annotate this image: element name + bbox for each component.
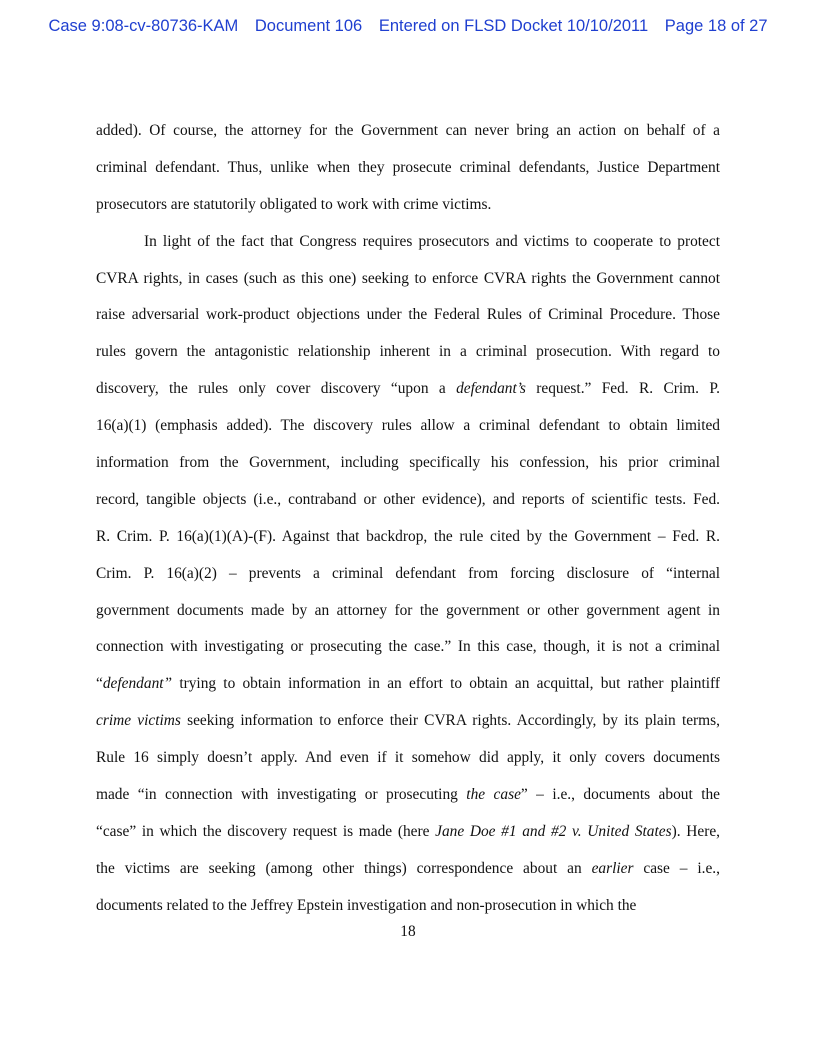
text-line bbox=[96, 297, 720, 334]
text-run: trying to obtain information in an effort to obtain an acquittal, but rather plaintiff bbox=[172, 675, 720, 693]
text-line bbox=[96, 519, 720, 556]
text-run: information from the Government, including specifically his confession, his prior criminal bbox=[96, 454, 720, 472]
text-line bbox=[96, 777, 720, 814]
text-run: seeking information to enforce their CVRA rights. Accordingly, by its plain terms, bbox=[180, 712, 720, 730]
text-line bbox=[96, 371, 720, 408]
italic-text: crime victims bbox=[96, 712, 181, 730]
docket-header-stamp bbox=[0, 17, 816, 36]
text-run: request.” Fed. R. Crim. P. bbox=[525, 380, 721, 398]
text-line bbox=[96, 261, 720, 298]
italic-text: the case bbox=[466, 786, 521, 804]
text-line bbox=[96, 334, 720, 371]
text-line bbox=[96, 851, 720, 888]
text-line bbox=[96, 740, 720, 777]
page-number: 18 bbox=[400, 923, 416, 940]
text-run: Crim. P. 16(a)(2) – prevents a criminal defendant from forcing disclosure of “internal bbox=[96, 564, 720, 582]
text-line bbox=[96, 593, 720, 630]
text-line bbox=[96, 224, 720, 261]
body-text bbox=[96, 113, 720, 925]
text-run: criminal defendant. Thus, unlike when they prosecute criminal defendants, Justice Department bbox=[96, 158, 720, 176]
text-line bbox=[96, 703, 720, 740]
text-run: 16(a)(1) (emphasis added). The discovery rules allow a criminal defendant to obtain limited bbox=[96, 417, 720, 435]
text-line bbox=[96, 187, 720, 224]
text-line bbox=[96, 888, 720, 925]
text-run: record, tangible objects (i.e., contraband or other evidence), and reports of scientific tests. Fed. bbox=[96, 490, 720, 508]
text-run: connection with investigating or prosecuting the case.” In this case, though, it is not a criminal bbox=[96, 638, 720, 656]
text-run: ” – i.e., documents about the bbox=[520, 786, 721, 804]
text-run: case – i.e., bbox=[633, 859, 720, 877]
text-line bbox=[96, 482, 720, 519]
italic-text: defendant” bbox=[102, 675, 173, 693]
text-run: “ bbox=[96, 675, 103, 693]
text-line bbox=[96, 556, 720, 593]
text-line bbox=[96, 445, 720, 482]
text-run: documents related to the Jeffrey Epstein investigation and non-prosecution in which the bbox=[96, 896, 637, 914]
docket-entry: Entered on FLSD Docket 10/10/2011 bbox=[378, 17, 649, 35]
italic-text: defendant’s bbox=[456, 380, 526, 398]
italic-text: Jane Doe #1 and #2 v. United States bbox=[435, 822, 672, 840]
document-number: Document 106 bbox=[254, 17, 363, 35]
text-run: ). Here, bbox=[671, 822, 721, 840]
text-run: prosecutors are statutorily obligated to work with crime victims. bbox=[96, 195, 492, 213]
text-run: added). Of course, the attorney for the Government can never bring an action on behalf of a bbox=[96, 122, 720, 139]
text-run: In light of the fact that Congress requires prosecutors and victims to cooperate to protect bbox=[144, 232, 720, 250]
text-run: government documents made by an attorney for the government or other government agent in bbox=[96, 601, 720, 619]
text-run: made “in connection with investigating or prosecuting bbox=[96, 786, 467, 804]
page-count: Page 18 of 27 bbox=[664, 17, 768, 35]
text-line bbox=[96, 150, 720, 187]
text-run: the victims are seeking (among other things) correspondence about an bbox=[96, 859, 592, 877]
italic-text: earlier bbox=[591, 859, 634, 877]
text-run: rules govern the antagonistic relationship inherent in a criminal prosecution. With regard to bbox=[96, 343, 720, 361]
text-line bbox=[96, 408, 720, 445]
text-line bbox=[96, 814, 720, 851]
text-run: CVRA rights, in cases (such as this one) seeking to enforce CVRA rights the Government cannot bbox=[96, 269, 720, 287]
text-run: Rule 16 simply doesn’t apply. And even if it somehow did apply, it only covers documents bbox=[96, 749, 720, 767]
case-number: Case 9:08-cv-80736-KAM bbox=[48, 17, 239, 35]
text-run: R. Crim. P. 16(a)(1)(A)-(F). Against that backdrop, the rule cited by the Government – Fed. R. bbox=[96, 527, 720, 545]
text-line bbox=[96, 629, 720, 666]
text-run: “case” in which the discovery request is made (here bbox=[96, 822, 436, 840]
text-line bbox=[96, 666, 720, 703]
text-line bbox=[96, 113, 720, 150]
text-run: discovery, the rules only cover discovery “upon a bbox=[96, 380, 457, 398]
text-run: raise adversarial work-product objections under the Federal Rules of Criminal Procedure. Those bbox=[96, 306, 720, 324]
